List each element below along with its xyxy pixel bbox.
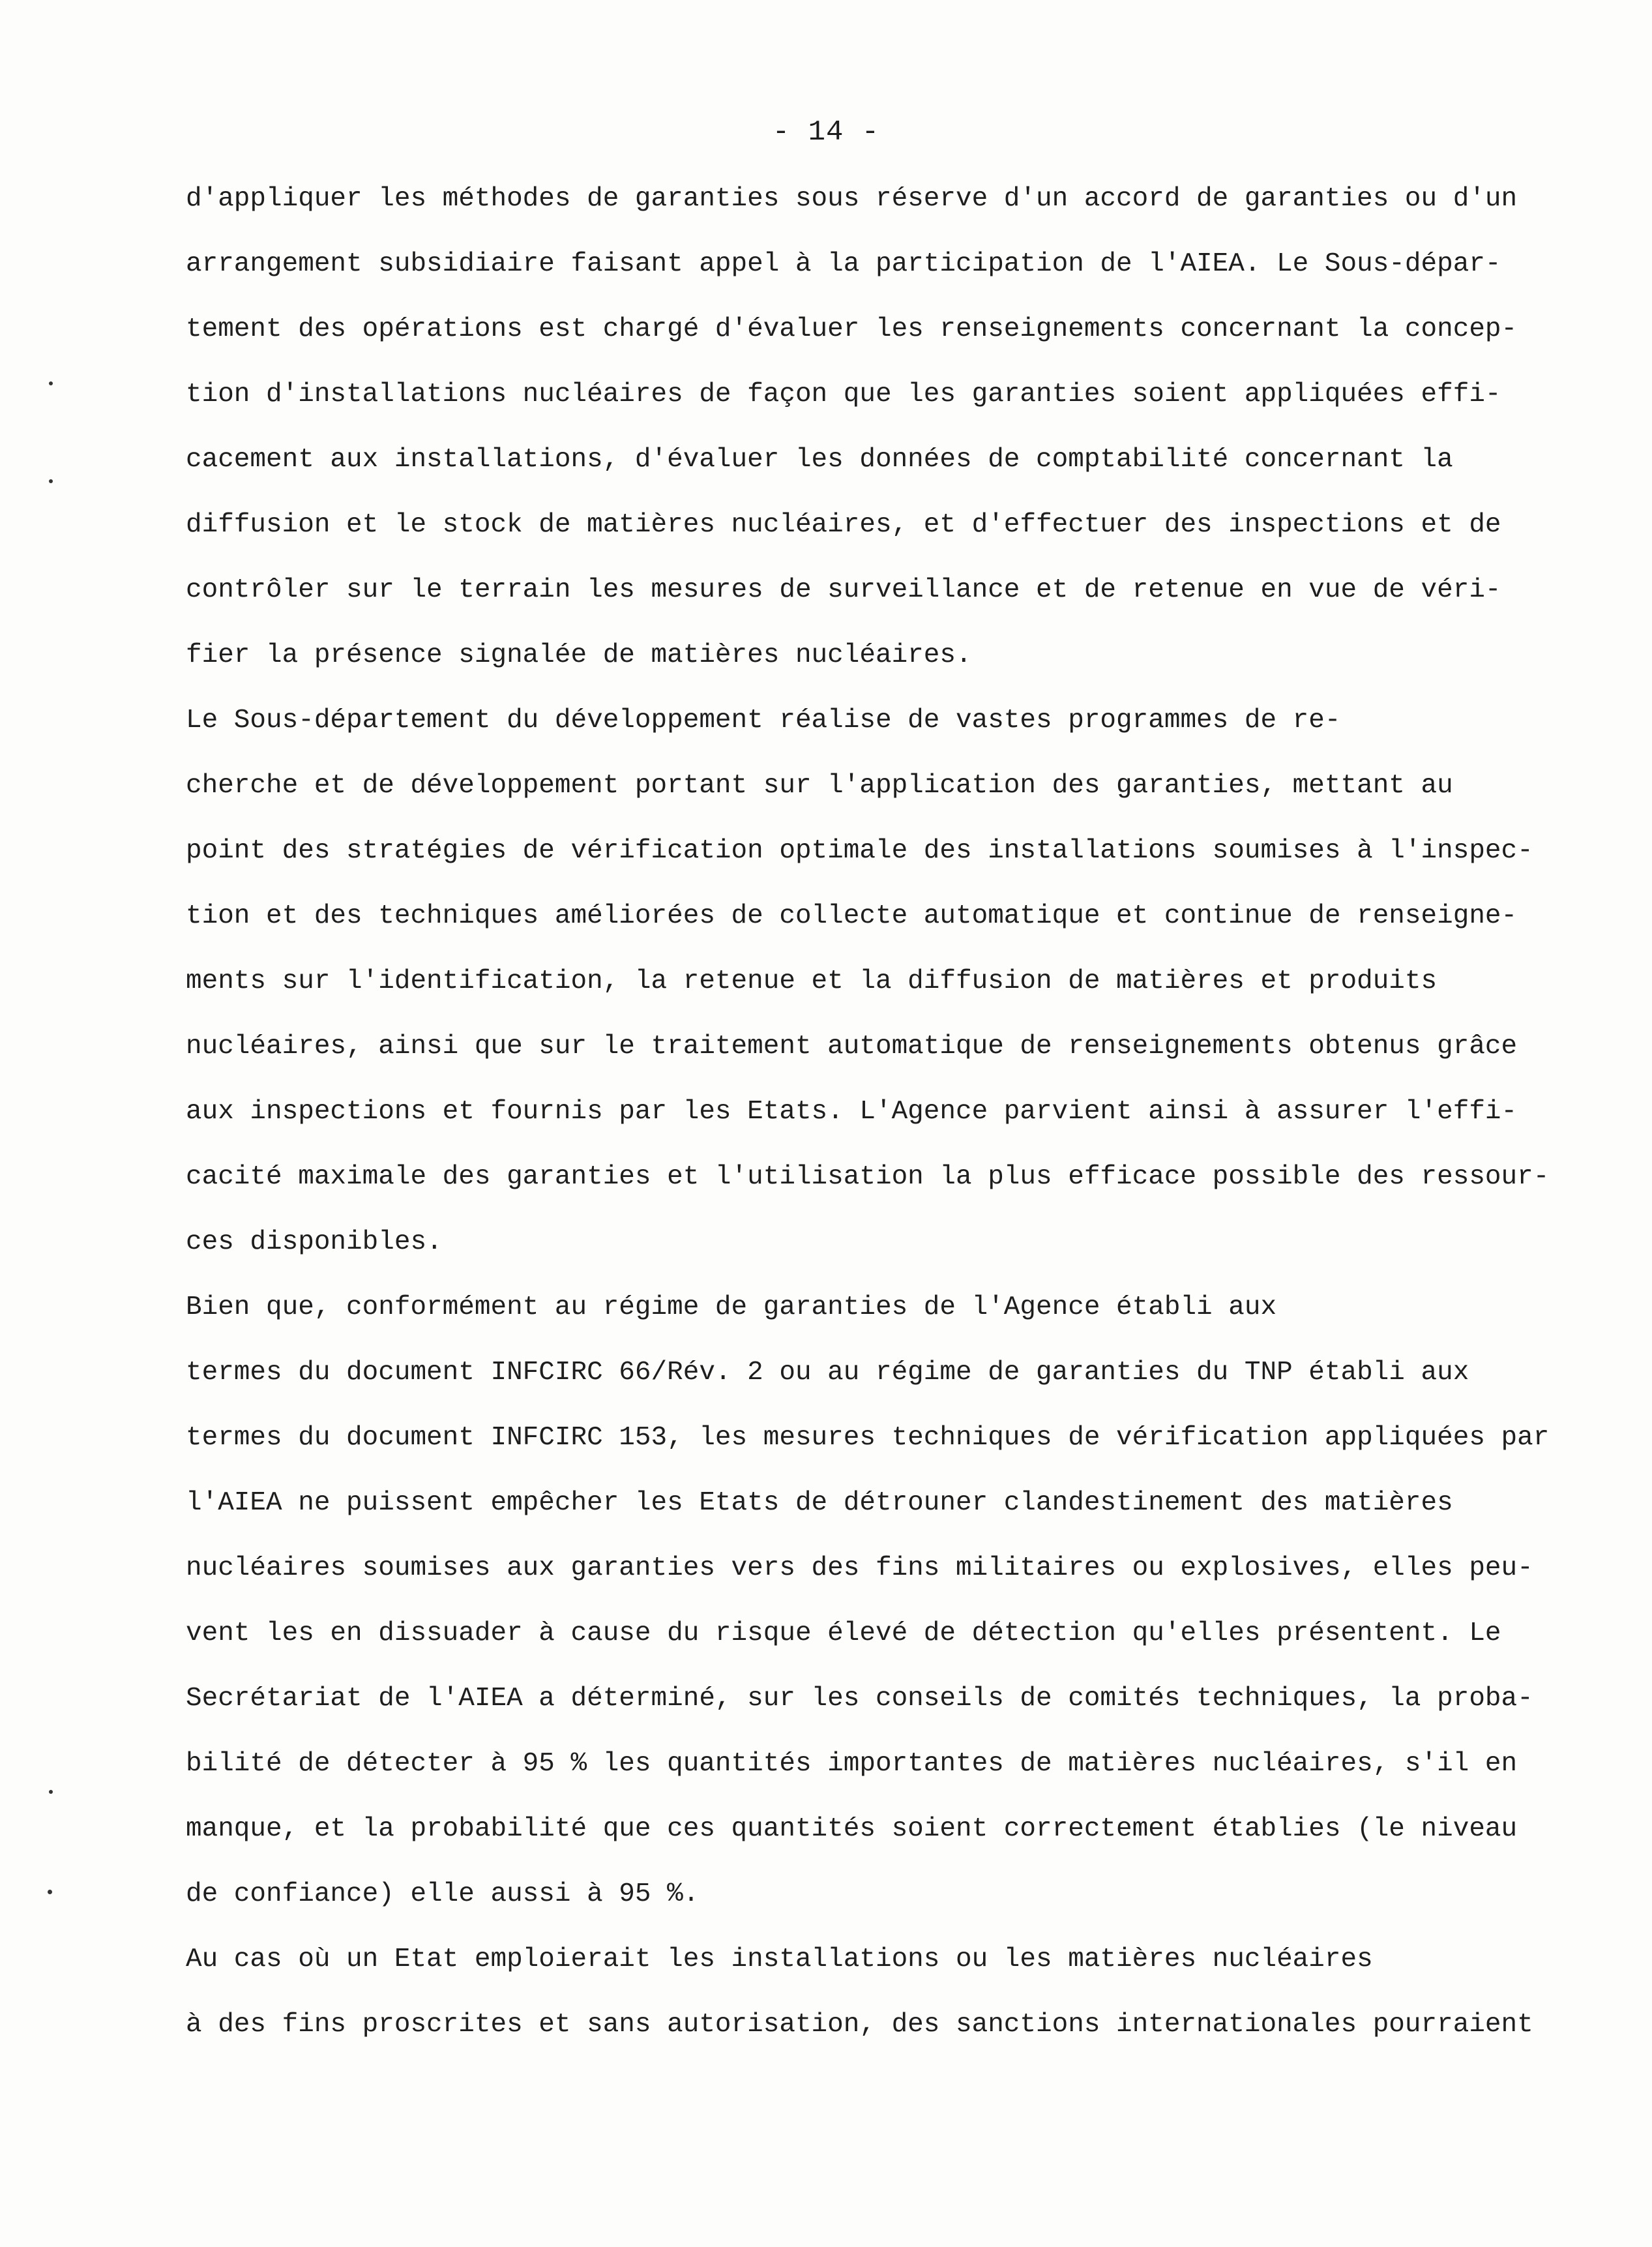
text-line: l'AIEA ne puissent empêcher les Etats de détrouner clandestinement des matières [186,1488,1453,1518]
text-line: termes du document INFCIRC 153, les mesures techniques de vérification appliquées par [186,1423,1550,1453]
text-line: aux inspections et fournis par les Etats. L'Agence parvient ainsi à assurer l'effi- [186,1097,1518,1127]
text-line: cherche et de développement portant sur l'application des garanties, mettant au [186,771,1453,801]
text-line: tion et des techniques améliorées de collecte automatique et continue de renseigne- [186,901,1518,931]
scan-speck [49,1790,53,1794]
scan-speck [49,479,53,483]
text-line: ments sur l'identification, la retenue et la diffusion de matières et produits [186,966,1438,996]
text-line: d'appliquer les méthodes de garanties sous réserve d'un accord de garanties ou d'un [186,184,1518,214]
text-line: tion d'installations nucléaires de façon que les garanties soient appliquées effi- [186,379,1501,409]
text-line: vent les en dissuader à cause du risque élevé de détection qu'elles présentent. Le [186,1618,1501,1648]
scan-speck [48,1890,52,1894]
text-line: à des fins proscrites et sans autorisation, des sanctions internationales pourraient [186,2010,1533,2040]
page-number: - 14 - [772,116,880,149]
scan-speck [49,381,53,385]
text-line: tement des opérations est chargé d'évaluer les renseignements concernant la concep- [186,314,1518,344]
text-line: contrôler sur le terrain les mesures de surveillance et de retenue en vue de véri- [186,575,1501,605]
text-line: nucléaires, ainsi que sur le traitement automatique de renseignements obtenus grâce [186,1032,1518,1062]
text-line: termes du document INFCIRC 66/Rév. 2 ou au régime de garanties du TNP établi aux [186,1358,1469,1388]
text-line: de confiance) elle aussi à 95 %. [186,1879,700,1909]
text-line: bilité de détecter à 95 % les quantités importantes de matières nucléaires, s'il en [186,1749,1518,1779]
text-line: Le Sous-département du développement réalise de vastes programmes de re- [186,706,1341,736]
text-line: nucléaires soumises aux garanties vers des fins militaires ou explosives, elles peu- [186,1553,1533,1583]
text-line: cacité maximale des garanties et l'utilisation la plus efficace possible des ressour- [186,1162,1550,1192]
text-line: cacement aux installations, d'évaluer les données de comptabilité concernant la [186,445,1453,475]
text-line: manque, et la probabilité que ces quantités soient correctement établies (le niveau [186,1814,1518,1844]
text-line: point des stratégies de vérification optimale des installations soumises à l'inspec- [186,836,1533,866]
text-line: fier la présence signalée de matières nucléaires. [186,640,972,670]
text-line: Au cas où un Etat emploierait les installations ou les matières nucléaires [186,1944,1373,1974]
text-line: Secrétariat de l'AIEA a déterminé, sur les conseils de comités techniques, la proba- [186,1684,1533,1714]
text-line: diffusion et le stock de matières nucléaires, et d'effectuer des inspections et de [186,510,1501,540]
text-line: arrangement subsidiaire faisant appel à la participation de l'AIEA. Le Sous-dépar- [186,249,1501,279]
text-line: Bien que, conformément au régime de garanties de l'Agence établi aux [186,1292,1277,1322]
text-line: ces disponibles. [186,1227,443,1257]
